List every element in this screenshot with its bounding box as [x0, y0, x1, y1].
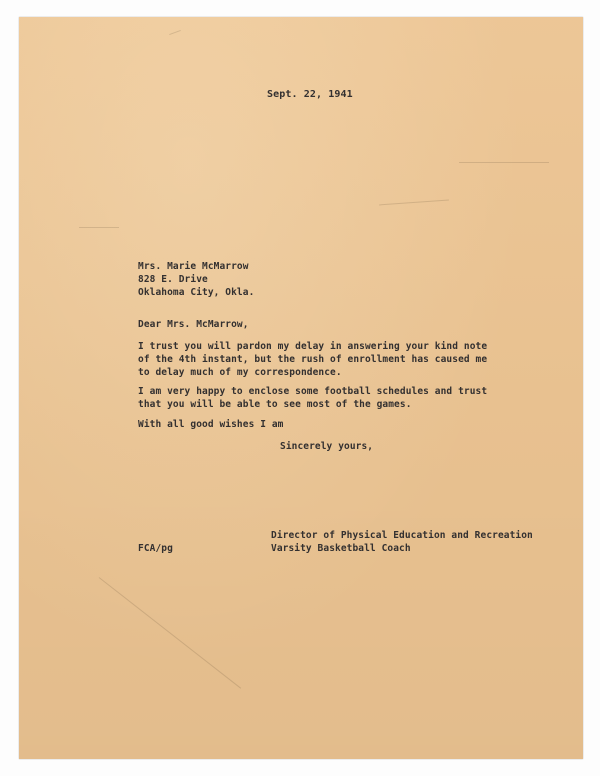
paper-mark [79, 227, 119, 228]
paragraph-line: I trust you will pardon my delay in answering your kind note [138, 341, 488, 352]
paper-mark [169, 30, 181, 35]
letter-page [19, 17, 583, 759]
paragraph-line: I am very happy to enclose some football schedules and trust [138, 386, 488, 397]
address-line: 828 E. Drive [138, 274, 208, 285]
complimentary-closing: Sincerely yours, [280, 441, 374, 452]
body-paragraph [138, 418, 284, 431]
paper-crease [99, 577, 241, 689]
body-paragraph [138, 340, 487, 379]
paragraph-line: With all good wishes I am [138, 419, 284, 430]
address-line: Oklahoma City, Okla. [138, 287, 255, 298]
paragraph-line: of the 4th instant, but the rush of enrollment has caused me [138, 354, 488, 365]
body-paragraph [138, 385, 487, 411]
paper-mark [379, 200, 449, 206]
signature-line: Director of Physical Education and Recreation [271, 530, 533, 541]
signature-block [271, 529, 533, 555]
letter-date: Sept. 22, 1941 [267, 89, 353, 100]
paragraph-line: to delay much of my correspondence. [138, 367, 342, 378]
salutation: Dear Mrs. McMarrow, [138, 319, 249, 330]
recipient-address [138, 260, 254, 299]
reference-initials: FCA/pg [138, 543, 173, 554]
paper-mark [459, 162, 549, 163]
paragraph-line: that you will be able to see most of the games. [138, 399, 412, 410]
address-line: Mrs. Marie McMarrow [138, 261, 249, 272]
signature-line: Varsity Basketball Coach [271, 543, 411, 554]
